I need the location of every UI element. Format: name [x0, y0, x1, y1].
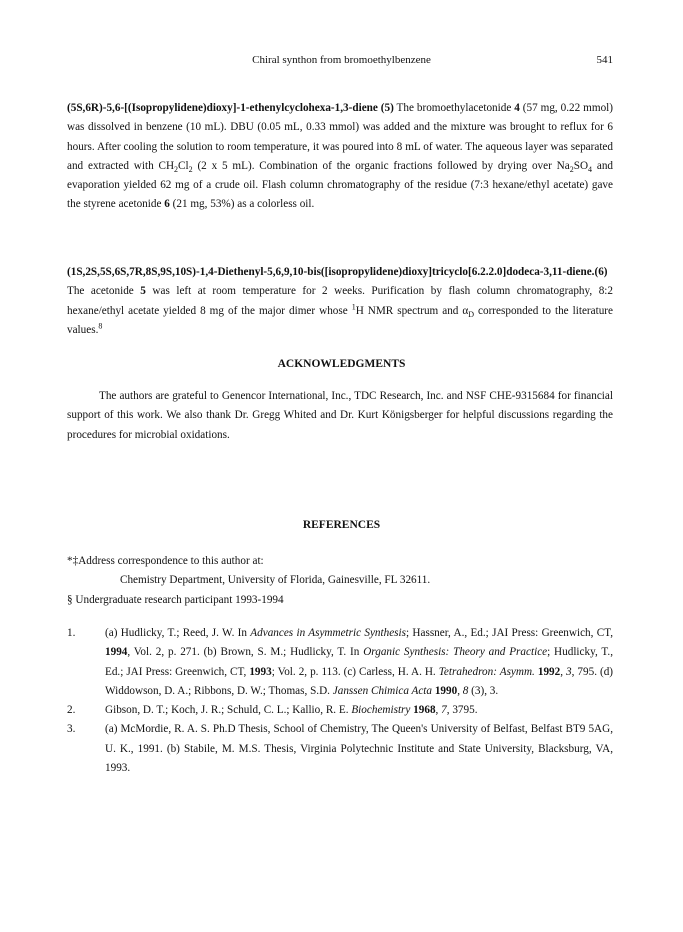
compound-number: 6 [164, 198, 170, 211]
procedure-text: The bromoethylacetonide [393, 102, 515, 114]
reference-number: 2. [67, 704, 76, 717]
procedure-text: (2 x 5 mL). Combination of the organic fractions followed by drying over Na [192, 159, 570, 172]
subscript: 2 [569, 165, 574, 175]
compound-name: (1S,2S,5S,6S,7R,8S,9S,10S)-1,4-Diethenyl-5,6,9,10-bis([isopropylidene)dioxy]tricyclo[6.2.2.0]dodeca-3,11-diene.(6) [67, 266, 608, 278]
reference-item [67, 720, 613, 778]
compound-number: 4 [514, 102, 520, 114]
subscript: 2 [174, 165, 179, 175]
reference-text: , [435, 704, 442, 717]
experimental-procedure-6 [67, 263, 613, 340]
reference-number: 3. [67, 723, 76, 736]
acknowledgments-heading: ACKNOWLEDGMENTS [277, 358, 406, 370]
correspondence-note [67, 552, 613, 571]
procedure-paragraph [67, 263, 613, 340]
procedure-text: The acetonide [67, 285, 141, 298]
reference-text: ; Hassner, A., Ed.; JAI Press: Greenwich, CT, [406, 627, 613, 639]
note-mark: *‡ [67, 555, 79, 567]
reference-text: (a) Hudlicky, T.; Reed, J. W. In [105, 627, 251, 639]
compound-number: 5 [140, 285, 146, 298]
procedure-text: Cl [178, 159, 189, 172]
subscript: D [468, 309, 475, 319]
page-number: 541 [596, 54, 613, 66]
reference-text: (a) McMordie, R. A. S. Ph.D Thesis, School of Chemistry, The Queen's University of Belfast, Belfast BT9 5AG, U. K., 1991. (b) Stabile, M. M.S. Thesis, Virginia Polytechnic Institute and State University, Blacksburg, VA, 1993. [105, 723, 613, 775]
reference-text: , 795. (d) Widdowson, D. A.; Ribbons, D. W.; Thomas, S.D. [105, 665, 614, 697]
subscript: 4 [588, 165, 593, 175]
compound-name: (5S,6R)-5,6-[(Isopropylidene)dioxy]-1-ethenylcyclohexa-1,3-diene (5) [67, 102, 394, 114]
reference-text: , [457, 684, 463, 697]
reference-year: 1994 [105, 646, 128, 659]
running-header [0, 52, 683, 68]
procedure-paragraph [67, 99, 613, 215]
acknowledgments-text: The authors are grateful to Genencor International, Inc., TDC Research, Inc. and NSF CHE-9315684 for financial support of this work. We also thank Dr. Gregg Whited and Dr. Kurt Königsberger for helpful discussions regarding the procedures for microbial oxidations. [67, 390, 613, 441]
procedure-text: corresponded to the literature values. [67, 304, 614, 336]
reference-text: , Vol. 2, p. 271. (b) Brown, S. M.; Hudlicky, T. In [127, 646, 364, 659]
subscript: 2 [188, 165, 193, 175]
reference-text: (3), 3. [468, 684, 499, 697]
reference-year: 1990 [434, 684, 458, 697]
reference-italic: Biochemistry [351, 704, 411, 717]
running-title: Chiral synthon from bromoethylbenzene [252, 54, 431, 66]
reference-text: , 3795. [446, 704, 478, 717]
procedure-text: (21 mg, 53%) as a colorless oil. [169, 198, 315, 211]
reference-italic: Janssen Chimica Acta [332, 684, 433, 697]
references-heading: REFERENCES [302, 519, 381, 531]
reference-item [67, 624, 613, 701]
reference-volume: 8 [462, 684, 469, 697]
procedure-text: SO [573, 159, 589, 172]
procedure-text: was left at room temperature for 2 weeks. Purification by flash column chromatography, 8:2 hexane/ethyl acetate yielded 8 mg of the major dimer whose [67, 285, 613, 317]
reference-italic: Advances in Asymmetric Synthesis [250, 627, 407, 639]
reference-year: 1993 [249, 665, 272, 678]
reference-volume: 3 [566, 665, 572, 678]
undergraduate-note: § Undergraduate research participant 1993-1994 [67, 593, 284, 606]
procedure-text: (57 mg, 0.22 mmol) was dissolved in benzene (10 mL). DBU (0.05 mL, 0.33 mmol) was added and the mixture was brought to reflux for 6 hours. After cooling the solution to room temperature, it was poured into 8 mL of water. The aqueous layer was separated and extracted with CH [67, 102, 614, 172]
procedure-text: and evaporation yielded 62 mg of a crude oil. Flash column chromatography of the residue (7:3 hexane/ethyl acetate) gave the styrene acetonide [67, 159, 614, 211]
reference-year: 1992 [537, 665, 561, 678]
reference-number: 1. [67, 627, 76, 639]
reference-italic: Tetrahedron: Asymm. [438, 665, 535, 678]
reference-text: ; Vol. 2, p. 113. (c) Carless, H. A. H. [271, 665, 439, 678]
superscript: 1 [351, 301, 356, 311]
reference-item [67, 701, 613, 720]
reference-italic: Organic Synthesis: Theory and Practice [363, 646, 548, 659]
reference-text: ; Hudlicky, T., Ed.; JAI Press: Greenwich, CT, [105, 646, 613, 678]
procedure-text: H NMR spectrum and α [355, 304, 469, 317]
reference-text: , [560, 665, 567, 678]
reference-text: Gibson, D. T.; Koch, J. R.; Schuld, C. L.; Kallio, R. E. [105, 704, 352, 717]
correspondence-address: Chemistry Department, University of Florida, Gainesville, FL 32611. [120, 574, 431, 587]
reference-list [67, 624, 613, 778]
author-notes [67, 552, 613, 610]
experimental-procedure-5 [67, 99, 613, 215]
note-label: Address correspondence to this author at: [78, 555, 264, 567]
reference-volume: 7 [441, 704, 447, 717]
reference-year: 1968 [413, 704, 436, 717]
citation-superscript: 8 [98, 321, 103, 331]
